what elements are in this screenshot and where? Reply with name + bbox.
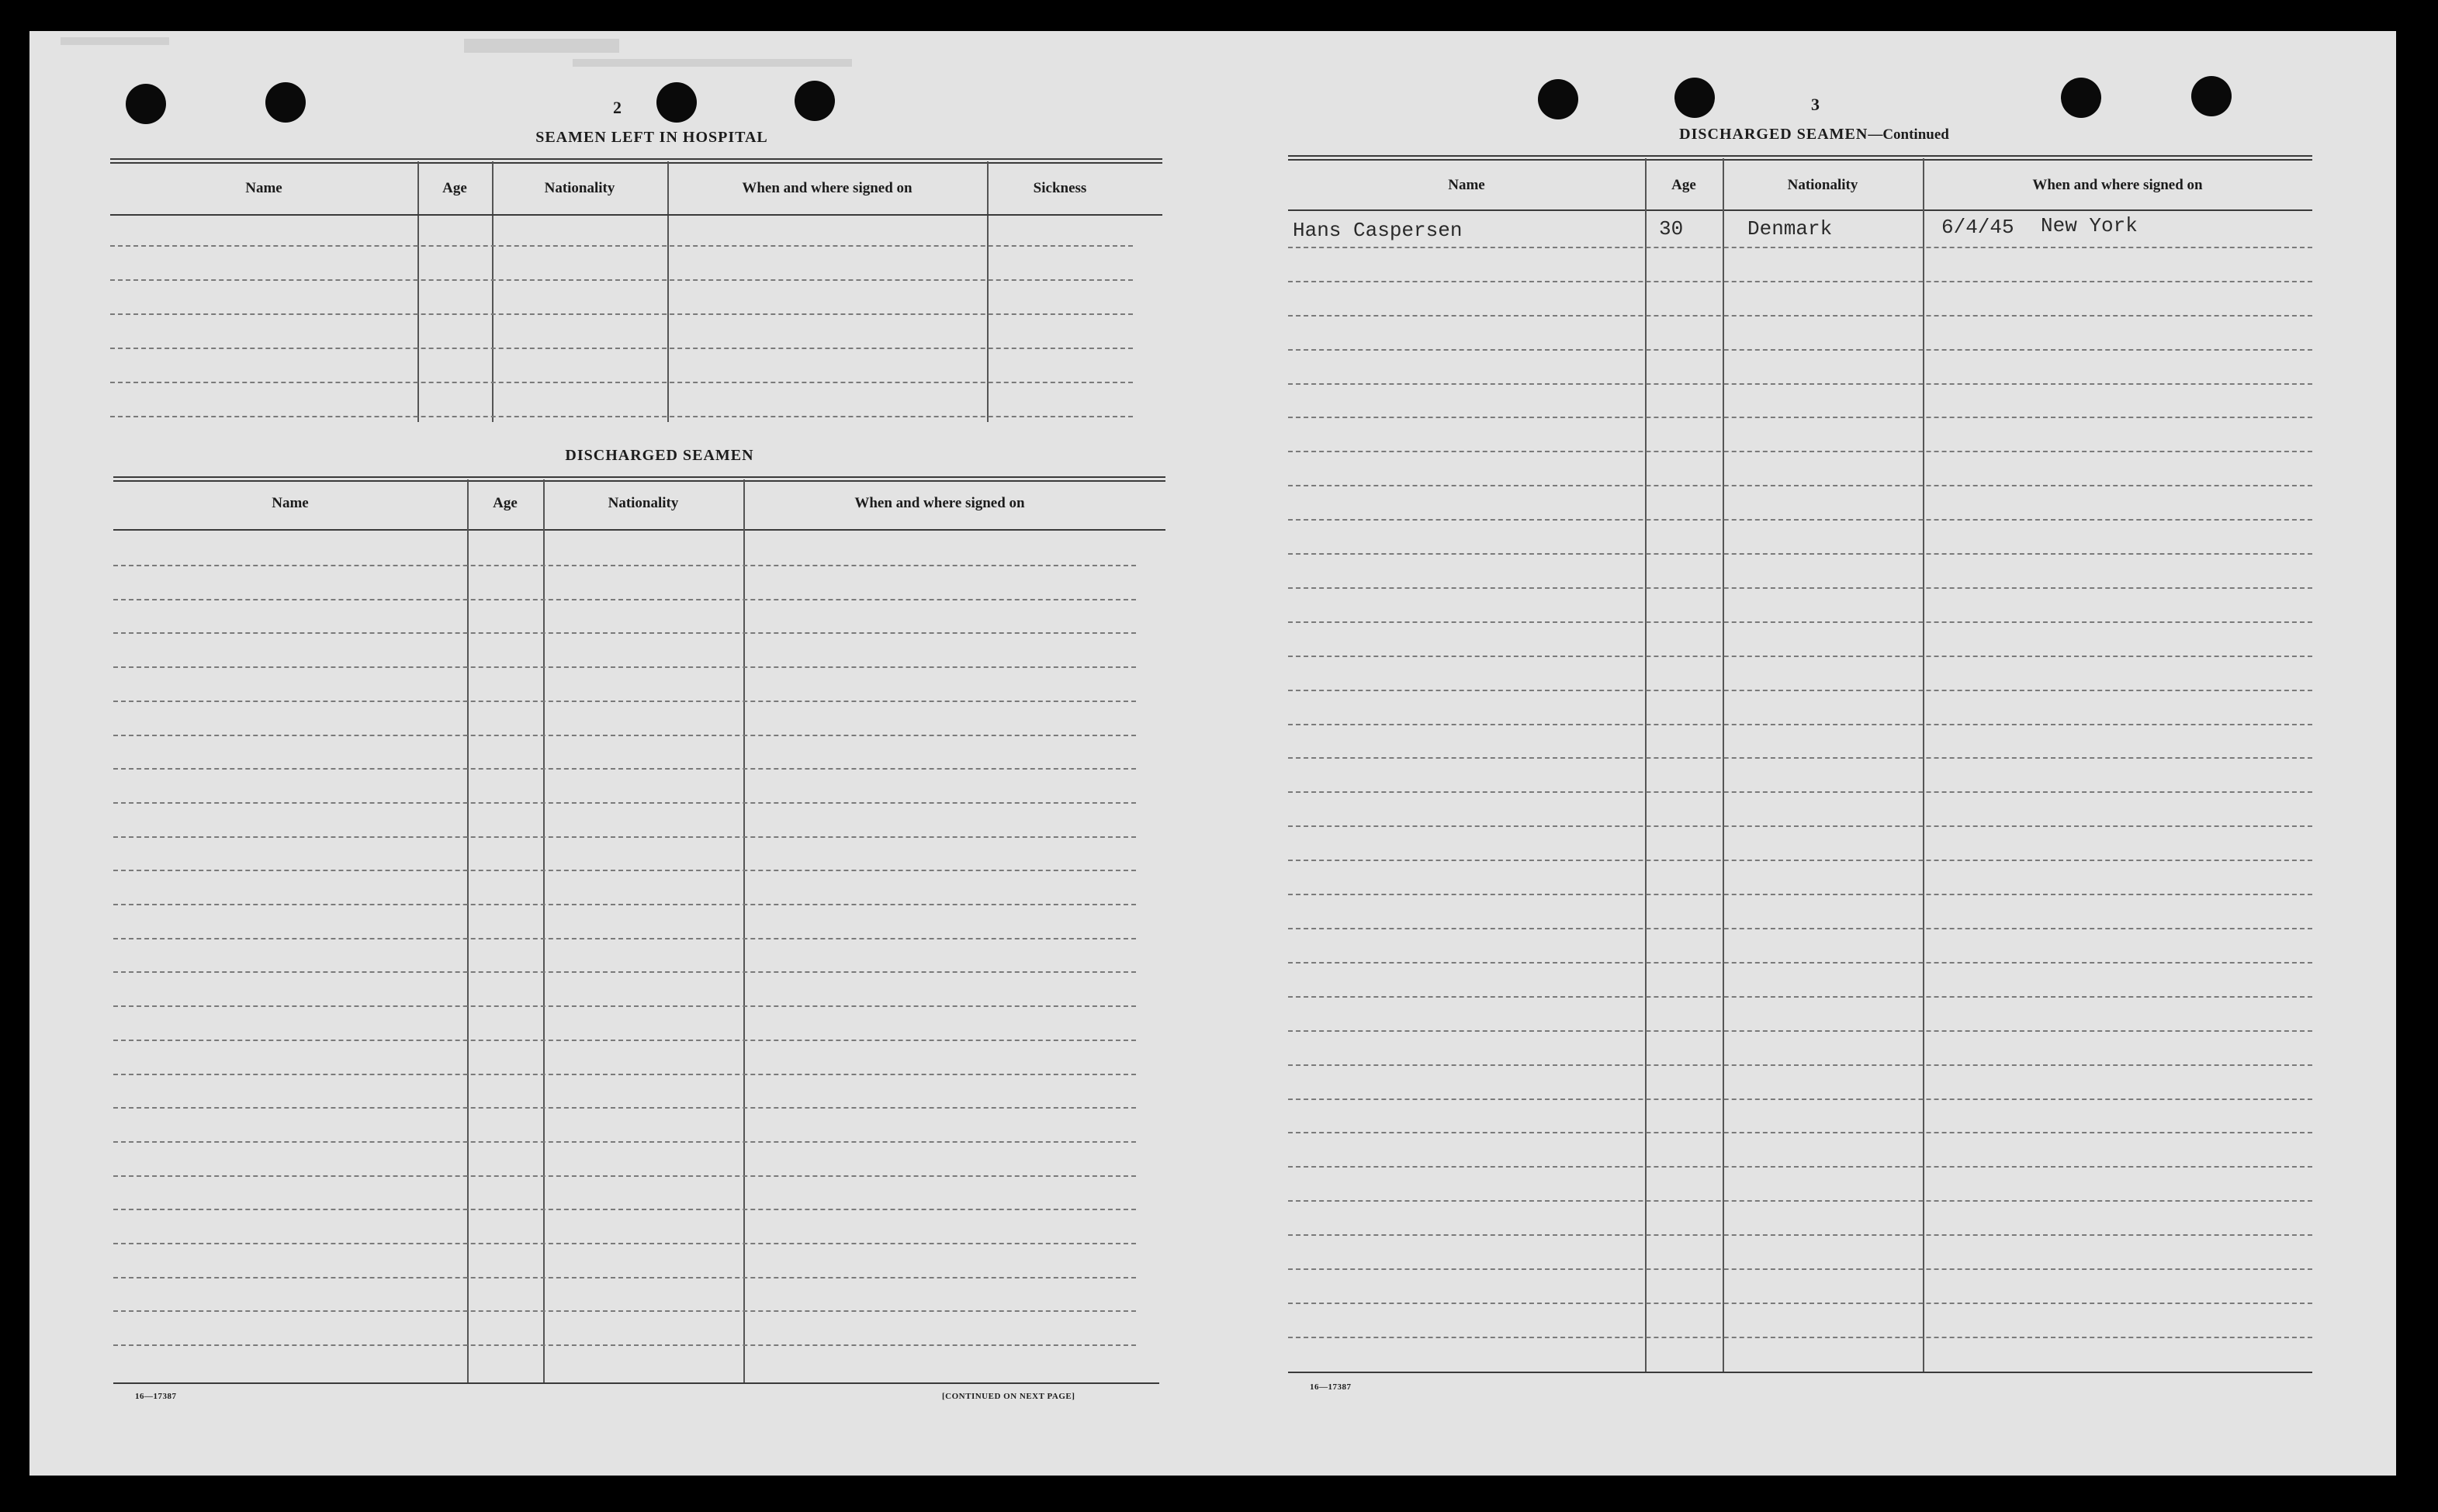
row-rule [113,904,1136,905]
row-rule [113,735,1136,736]
row-rule [1288,1064,2312,1066]
column-header: When and where signed on [854,495,1025,511]
row-rule [113,1074,1136,1075]
row-rule [1288,791,2312,793]
punch-hole [1674,78,1715,118]
column-header: Age [442,180,467,196]
row-rule [113,565,1136,566]
row-rule [113,666,1136,668]
column-header: When and where signed on [2032,177,2203,193]
table-rule [110,158,1162,160]
row-rule [1288,349,2312,351]
table-rule [113,480,1165,482]
column-header: Nationality [544,180,615,196]
form-number-left: 16—17387 [135,1392,177,1401]
row-rule [110,382,1133,383]
row-rule [1288,690,2312,691]
discharged-section-title: DISCHARGED SEAMEN [565,447,754,464]
document-sheet [29,31,2396,1476]
row-rule [1288,1303,2312,1304]
row-rule [1288,996,2312,998]
row-rule [1288,281,2312,282]
column-divider [1923,158,1924,1372]
column-divider [1723,158,1724,1372]
table-rule [113,1382,1159,1384]
row-rule [1288,1099,2312,1100]
row-rule [1288,860,2312,861]
row-rule [113,836,1136,838]
row-rule [1288,928,2312,929]
table-rule [1288,159,2312,161]
row-rule [113,1107,1136,1109]
row-rule [113,1209,1136,1210]
column-header: Name [272,495,309,511]
right-section-title-main: DISCHARGED SEAMEN [1679,126,1868,143]
signed-on-date-cell: 6/4/45 [1941,216,2014,239]
right-section-title [1643,126,1985,144]
row-rule [113,802,1136,804]
row-rule [1288,962,2312,964]
column-header: Name [1448,177,1485,193]
row-rule [1288,1337,2312,1338]
column-header: When and where signed on [742,180,913,196]
column-header: Nationality [1787,177,1858,193]
column-header: Sickness [1033,180,1087,196]
row-rule [113,1310,1136,1312]
bleed-through-mark [61,37,169,45]
row-rule [113,1243,1136,1244]
row-rule [1288,1200,2312,1202]
continued-note: [CONTINUED ON NEXT PAGE] [942,1392,1075,1401]
column-divider [743,479,745,1382]
column-header: Name [245,180,282,196]
row-rule [1288,1030,2312,1032]
punch-hole [2191,76,2232,116]
row-rule [1288,451,2312,452]
table-rule [1288,1372,2312,1373]
row-rule [1288,894,2312,895]
row-rule [1288,656,2312,657]
row-rule [1288,587,2312,589]
row-rule [1288,1132,2312,1133]
row-rule [1288,519,2312,521]
row-rule [113,1175,1136,1177]
punch-hole [126,84,166,124]
bleed-through-mark [464,39,619,53]
column-header: Age [493,495,518,511]
row-rule [1288,553,2312,555]
bleed-through-mark [573,59,852,67]
row-rule [1288,1166,2312,1168]
row-rule [113,632,1136,634]
row-rule [113,870,1136,871]
row-rule [113,1344,1136,1346]
row-rule [1288,825,2312,827]
row-rule [113,938,1136,939]
seaman-name-cell: Hans Caspersen [1293,219,1463,242]
row-rule [1288,757,2312,759]
row-rule [1288,621,2312,623]
punch-hole [2061,78,2101,118]
right-section-title-suffix: —Continued [1868,126,1949,143]
row-rule [1288,247,2312,248]
seaman-nationality-cell: Denmark [1747,217,1833,240]
table-rule [110,214,1162,216]
row-rule [1288,417,2312,418]
signed-on-place-cell: New York [2041,214,2138,237]
row-rule [1288,1268,2312,1270]
row-rule [1288,1234,2312,1236]
punch-hole [265,82,306,123]
row-rule [1288,724,2312,725]
punch-hole [1538,79,1578,119]
punch-hole [795,81,835,121]
row-rule [110,348,1133,349]
table-rule [113,476,1165,478]
row-rule [113,701,1136,702]
table-rule [1288,155,2312,157]
table-rule [113,529,1165,531]
row-rule [113,1040,1136,1041]
table-rule [1288,209,2312,211]
row-rule [113,768,1136,770]
row-rule [110,279,1133,281]
row-rule [110,416,1133,417]
row-rule [1288,485,2312,486]
hospital-section-title: SEAMEN LEFT IN HOSPITAL [535,129,768,146]
row-rule [110,245,1133,247]
column-divider [467,479,469,1382]
seaman-age-cell: 30 [1659,217,1684,240]
form-number-right: 16—17387 [1310,1382,1352,1392]
row-rule [1288,383,2312,385]
page-number-left: 2 [613,98,622,117]
page-number-right: 3 [1811,95,1820,114]
table-rule [110,162,1162,164]
punch-hole [656,82,697,123]
row-rule [1288,315,2312,317]
row-rule [113,1005,1136,1007]
row-rule [113,971,1136,973]
column-header: Age [1671,177,1696,193]
row-rule [110,313,1133,315]
row-rule [113,599,1136,600]
column-divider [543,479,545,1382]
column-divider [1645,158,1647,1372]
row-rule [113,1141,1136,1143]
column-header: Nationality [608,495,679,511]
row-rule [113,1277,1136,1278]
